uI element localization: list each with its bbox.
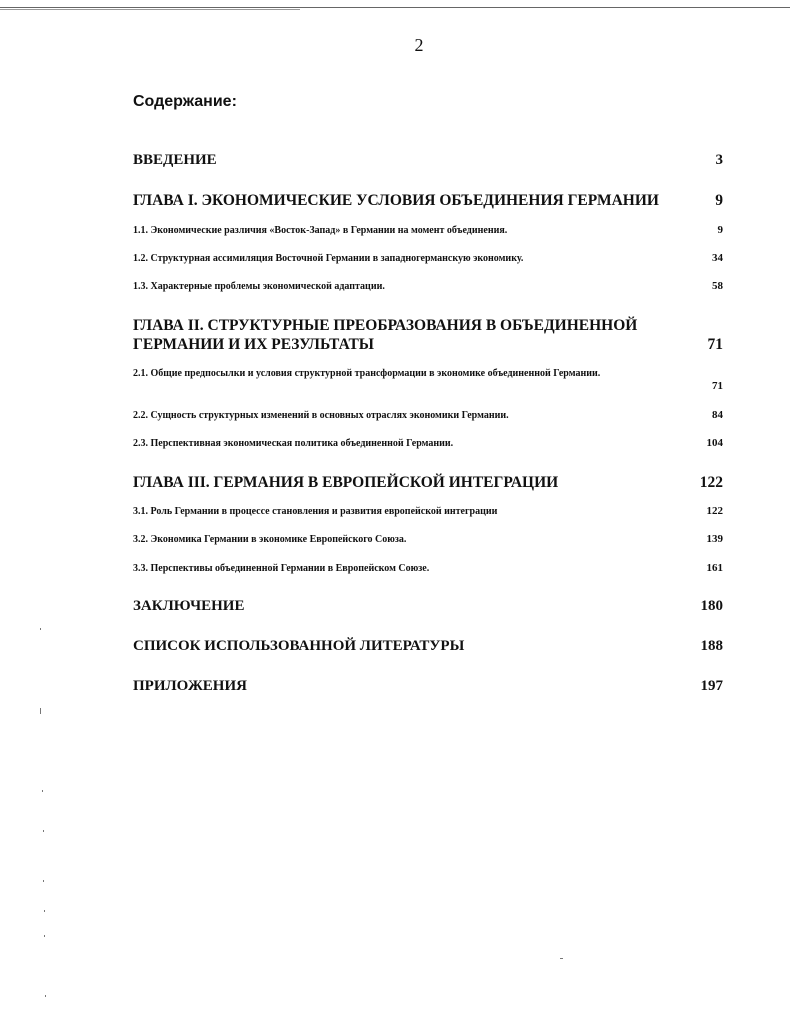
toc-entry-title: СПИСОК ИСПОЛЬЗОВАННОЙ ЛИТЕРАТУРЫ [133, 638, 465, 654]
toc-entry-chapter-3[interactable] [133, 473, 723, 492]
toc-entry-section-2-2[interactable] [133, 409, 723, 422]
toc-entry-title: 2.1. Общие предпосылки и условия структурной трансформации в экономике объединенной Германии. [133, 368, 601, 379]
scan-speck [43, 830, 44, 832]
toc-entry-page: 71 [707, 336, 723, 353]
scan-speck [43, 880, 44, 882]
toc-entry-page: 139 [706, 533, 723, 545]
toc-entry-page: 84 [712, 409, 723, 421]
toc-entry-section-2-3[interactable] [133, 437, 723, 450]
toc-entry-page: 104 [706, 437, 723, 449]
scan-speck [45, 995, 46, 997]
toc-entry-bibliography[interactable] [133, 638, 723, 655]
toc-entry-page: 58 [712, 280, 723, 292]
toc-entry-page: 197 [700, 678, 723, 694]
toc-entry-chapter-2[interactable] [133, 316, 723, 354]
scan-edge-line [0, 9, 300, 10]
toc-entry-title: ПРИЛОЖЕНИЯ [133, 678, 247, 694]
toc-entry-title: ГЛАВА III. ГЕРМАНИЯ В ЕВРОПЕЙСКОЙ ИНТЕГРАЦИИ [133, 474, 559, 491]
toc-entry-section-1-1[interactable] [133, 224, 723, 237]
scan-edge-line [0, 7, 790, 8]
toc-entry-chapter-1[interactable] [133, 191, 723, 210]
toc-entry-appendices[interactable] [133, 678, 723, 695]
scan-speck [42, 790, 43, 792]
scan-speck [560, 958, 563, 959]
toc-entry-title: ЗАКЛЮЧЕНИЕ [133, 598, 245, 614]
toc-entry-title: 1.1. Экономические различия «Восток-Запад» в Германии на момент объединения. [133, 225, 508, 236]
scan-speck [40, 628, 41, 630]
toc-entry-page: 122 [706, 505, 723, 517]
toc-entry-conclusion[interactable] [133, 598, 723, 615]
toc-entry-section-3-3[interactable] [133, 562, 723, 575]
toc-heading: Содержание: [133, 93, 237, 110]
toc-entry-section-1-2[interactable] [133, 252, 723, 265]
toc-entry-title: ВВЕДЕНИЕ [133, 152, 217, 168]
scan-speck [40, 708, 41, 714]
toc-entry-page: 3 [715, 152, 723, 168]
toc-entry-section-3-2[interactable] [133, 533, 723, 546]
scan-speck [44, 935, 45, 937]
toc-entry-page: 188 [700, 638, 723, 654]
toc-entry-title: 2.2. Сущность структурных изменений в основных отраслях экономики Германии. [133, 410, 509, 421]
toc-entry-page: 180 [700, 598, 723, 614]
page-number: 2 [414, 35, 424, 55]
toc-entry-title: 1.2. Структурная ассимиляция Восточной Германии в западногерманскую экономику. [133, 253, 524, 264]
toc-entry-title: ГЛАВА II. СТРУКТУРНЫЕ ПРЕОБРАЗОВАНИЯ В ОБЪЕДИНЕННОЙ ГЕРМАНИИ И ИХ РЕЗУЛЬТАТЫ [133, 317, 638, 353]
toc-entry-title: ГЛАВА I. ЭКОНОМИЧЕСКИЕ УСЛОВИЯ ОБЪЕДИНЕНИЯ ГЕРМАНИИ [133, 192, 659, 209]
toc-entry-title: 3.2. Экономика Германии в экономике Европейского Союза. [133, 534, 407, 545]
toc-entry-page: 161 [706, 562, 723, 574]
toc-entry-title: 1.3. Характерные проблемы экономической адаптации. [133, 281, 385, 292]
toc-entry-title: 3.3. Перспективы объединенной Германии в Европейском Союзе. [133, 563, 430, 574]
toc-entry-section-2-1[interactable] [133, 367, 723, 392]
scan-speck [44, 910, 45, 912]
toc-entry-page: 122 [699, 474, 723, 491]
toc-entry-page: 9 [717, 224, 723, 236]
toc-entry-page: 9 [715, 192, 723, 209]
toc-entry-introduction[interactable] [133, 152, 723, 169]
toc-entry-section-1-3[interactable] [133, 280, 723, 293]
toc-entry-title: 2.3. Перспективная экономическая политика объединенной Германии. [133, 438, 454, 449]
toc-entry-page: 71 [712, 380, 723, 392]
toc-entry-section-3-1[interactable] [133, 505, 723, 518]
toc-entry-page: 34 [712, 252, 723, 264]
toc-entry-title: 3.1. Роль Германии в процессе становления и развития европейской интеграции [133, 506, 498, 517]
